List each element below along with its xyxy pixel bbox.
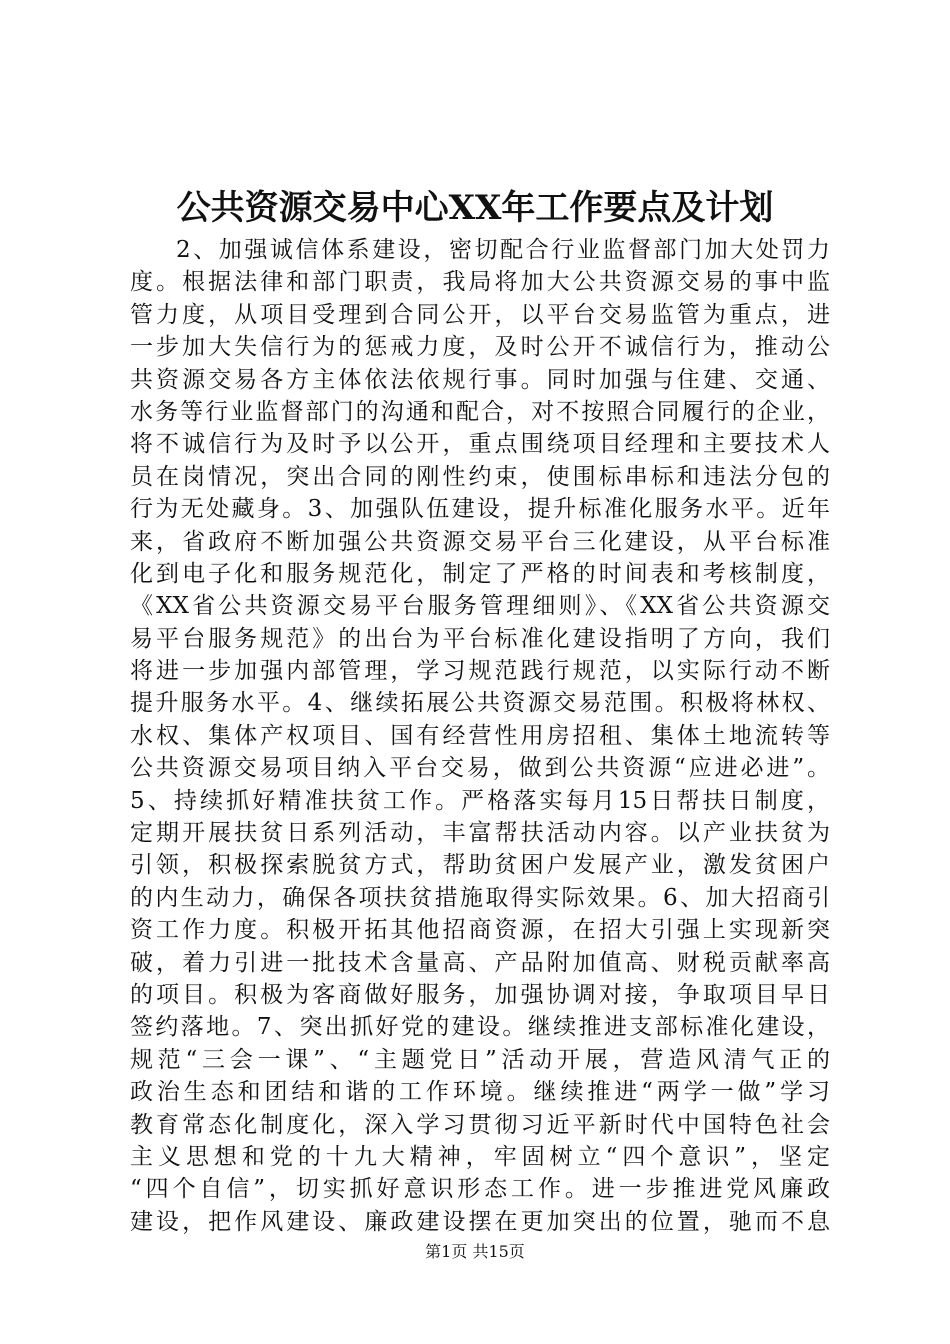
paragraph-line: 将不诚信行为及时予以公开，重点围绕项目经理和主要技术人 [130,431,830,458]
paragraph-line: 化到电子化和服务规范化，制定了严格的时间表和考核制度， [130,560,830,587]
paragraph-line: 共资源交易各方主体依法依规行事。同时加强与住建、交通、 [130,366,830,393]
paragraph-line: 水务等行业监督部门的沟通和配合，对不按照合同履行的企业， [130,398,830,425]
paragraph-line: 建设，把作风建设、廉政建设摆在更加突出的位置，驰而不息 [130,1208,830,1235]
paragraph-line: 提升服务水平。4、继续拓展公共资源交易范围。积极将林权、 [130,690,830,717]
paragraph-line: 的内生动力，确保各项扶贫措施取得实际效果。6、加大招商引 [130,884,830,911]
paragraph-line: 签约落地。7、突出抓好党的建设。继续推进支部标准化建设， [130,1014,830,1041]
paragraph-line: 2、加强诚信体系建设，密切配合行业监督部门加大处罚力 [176,237,830,263]
paragraph-line: 政治生态和团结和谐的工作环境。继续推进“两学一做”学习 [130,1079,830,1106]
paragraph-line: 破，着力引进一批技术含量高、产品附加值高、财税贡献率高 [130,949,830,976]
paragraph-line: 规范“三会一课”、“主题党日”活动开展，营造风清气正的 [130,1046,830,1073]
page-footer: 第1页 共15页 [425,1242,525,1261]
paragraph-line: 5、持续抓好精准扶贫工作。严格落实每月15日帮扶日制度， [130,787,830,814]
paragraph-line: 行为无处藏身。3、加强队伍建设，提升标准化服务水平。近年 [130,496,830,523]
paragraph-line: 公共资源交易项目纳入平台交易，做到公共资源“应进必进”。 [130,755,830,782]
paragraph-line: 一步加大失信行为的惩戒力度，及时公开不诚信行为，推动公 [130,334,830,361]
paragraph-line: 易平台服务规范》的出台为平台标准化建设指明了方向，我们 [130,625,830,652]
paragraph-line: 水权、集体产权项目、国有经营性用房招租、集体土地流转等 [130,722,830,749]
paragraph-line: 引领，积极探索脱贫方式，帮助贫困户发展产业，激发贫困户 [130,852,830,879]
paragraph-line: “四个自信”，切实抓好意识形态工作。进一步推进党风廉政 [130,1176,830,1203]
paragraph-line: 教育常态化制度化，深入学习贯彻习近平新时代中国特色社会 [130,1111,830,1138]
paragraph-line: 来，省政府不断加强公共资源交易平台三化建设，从平台标准 [130,528,830,555]
paragraph-line: 将进一步加强内部管理，学习规范践行规范，以实际行动不断 [130,658,830,685]
paragraph-line: 《XX省公共资源交易平台服务管理细则》、《XX省公共资源交 [130,593,830,620]
paragraph-line: 资工作力度。积极开拓其他招商资源，在招大引强上实现新突 [130,917,830,944]
page-title: 公共资源交易中心XX年工作要点及计划 [176,188,774,228]
paragraph-line: 管力度，从项目受理到合同公开，以平台交易监管为重点，进 [130,301,830,328]
body-paragraph [130,234,830,1238]
paragraph-line: 主义思想和党的十九大精神，牢固树立“四个意识”，坚定 [130,1143,830,1170]
paragraph-line: 定期开展扶贫日系列活动，丰富帮扶活动内容。以产业扶贫为 [130,820,830,847]
paragraph-line: 度。根据法律和部门职责，我局将加大公共资源交易的事中监 [130,269,830,296]
paragraph-line: 的项目。积极为客商做好服务，加强协调对接，争取项目早日 [130,981,830,1008]
paragraph-line: 员在岗情况，突出合同的刚性约束，使围标串标和违法分包的 [130,463,830,490]
